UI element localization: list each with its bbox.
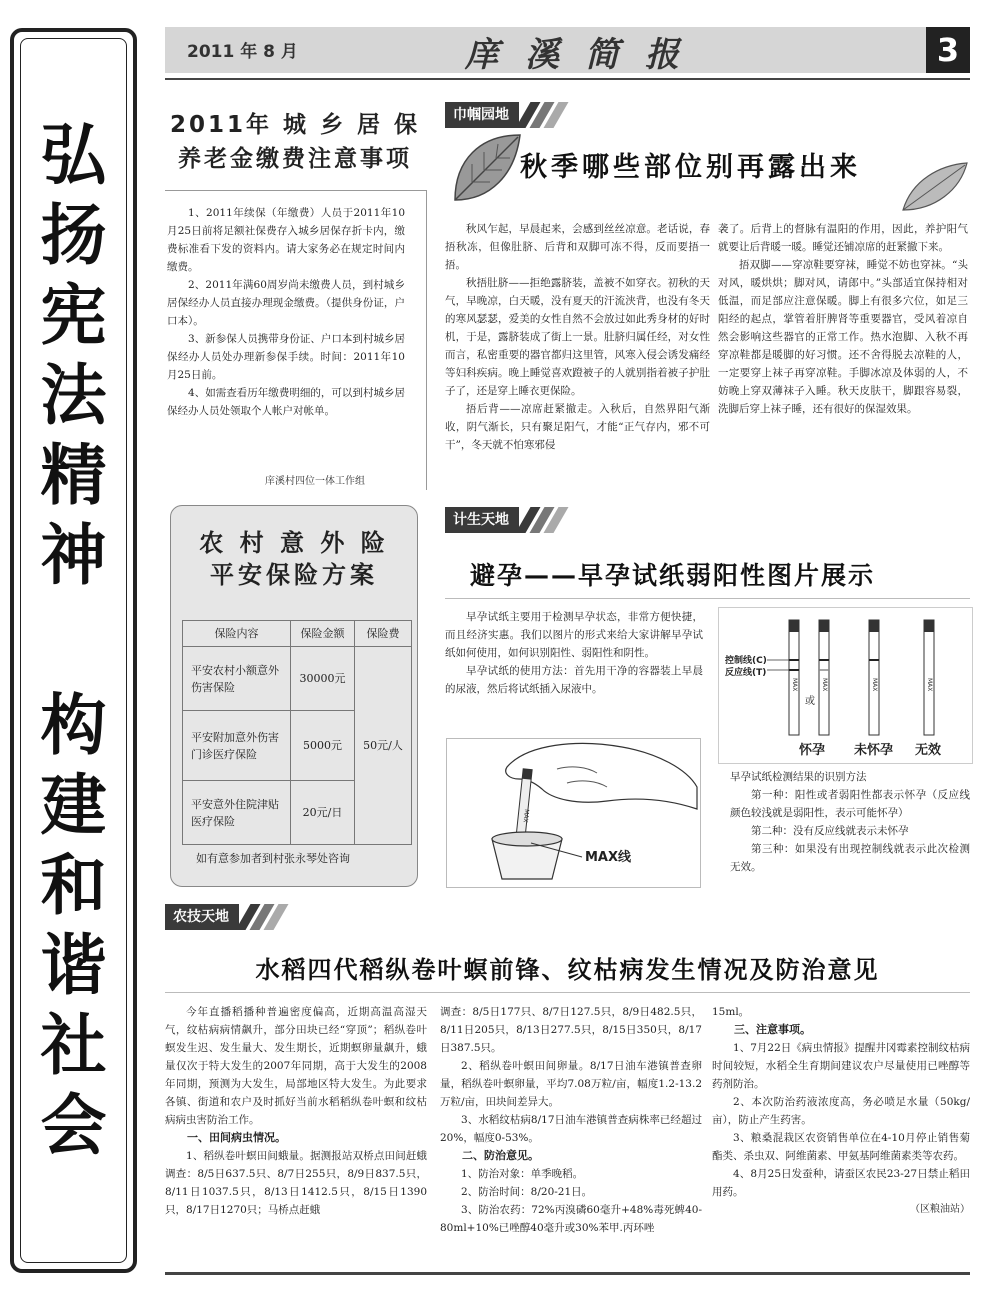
paragraph: 3、新参保人员携带身份证、户口本到村城乡居保经办人员处办理新参保手续。时间：2011年10月25日前。	[167, 333, 405, 381]
test-line-label: 反应线(T)	[725, 668, 767, 678]
subheading: 二、防治意见。	[462, 1149, 539, 1162]
paragraph: 2、稻纵卷叶螟田间卵量。8/17日油车港镇普查卵量，稻纵卷叶螟卵量，平均7.08万粒/亩，幅度1.2-13.2万粒/亩，田块间差异大。	[440, 1060, 702, 1108]
table-row	[183, 647, 412, 711]
paragraph: 第二种：没有反应线就表示未怀孕	[751, 825, 909, 837]
paragraph: 调查：8/5日177只、8/7日127.5只，8/9日482.5只，8/11日205只，8/13日277.5只，8/15日350只，8/17日387.5只。	[440, 1006, 702, 1054]
section-tag-label: 农技天地	[165, 904, 239, 930]
slogan-line-2	[14, 686, 133, 1172]
insurance-content: 平安意外住院津贴医疗保险	[183, 781, 291, 845]
insurance-content: 平安农村小额意外伤害保险	[183, 647, 291, 711]
insurance-content: 平安附加意外伤害门诊医疗保险	[183, 711, 291, 781]
paragraph: 今年直播稻播种普遍密度偏高，近期高温高湿天气，纹枯病病情飙升，部分田块已经“穿顶”；稻纵卷叶螟发生迟、发生量大、发生期长，近期螟卵量飙升，蛾量仅次于特大发生的2007年同期，高于大发生的2008年同期，预测为大发生，局部地区特大发生。为此要求各镇、街道和农户及时抓好当前水稻稻纵卷叶螟和纹枯病病虫害防治工作。	[165, 1006, 427, 1126]
strip-max-text: MAX	[791, 678, 798, 692]
paragraph: 捂双脚——穿凉鞋要穿袜，睡觉不妨也穿袜。“头对风，暖烘烘；脚对风，请郎中。”头部适宜保持相对低温，而足部应注意保暖。脚上有很多穴位，如足三阳经的起点，掌管着肝脾肾等重要器官，受风着凉自然会影响这些器官的正常工作。热水泡脚、入秋不再穿凉鞋都是暖脚的好习惯。还不舍得脱去凉鞋的人，一定要穿上袜子再穿凉鞋。手脚冰凉及体弱的人，不妨晚上穿双薄袜子入睡。秋天皮肤干，脚跟容易裂，洗脚后穿上袜子睡，还有很好的保湿效果。	[718, 259, 968, 415]
test-strip-diagram	[719, 608, 972, 763]
paragraph: 捂后背——凉席赶紧撤走。入秋后，自然界阳气渐收，阴气渐长，只有聚足阳气，才能“正气存内，邪不可干”，冬天就不怕寒邪侵	[445, 403, 710, 451]
column-header: 保险内容	[183, 621, 291, 647]
slogan-char: 构	[40, 686, 107, 764]
paragraph: 早孕试纸的使用方法：首先用干净的容器装上早晨的尿液，然后将试纸插入尿液中。	[445, 665, 703, 695]
column-header: 保险费	[355, 621, 412, 647]
insurance-premium: 50元/人	[355, 647, 412, 845]
test-strip-illustration	[446, 738, 701, 888]
strip-max-text: MAX	[521, 808, 530, 823]
hand-and-cup-icon	[447, 739, 700, 887]
slogan-line-1	[14, 116, 133, 602]
paragraph: 早孕试纸主要用于检测早孕状态，非常方便快捷，而且经济实惠。我们以图片的形式来给大家讲解早孕试纸如何使用，如何识别阳性、弱阳性和阴性。	[445, 611, 703, 659]
subheading: 一、田间病虫情况。	[187, 1131, 286, 1144]
pension-source: 庠溪村四位一体工作组	[265, 476, 365, 487]
autumn-article-column-1	[445, 220, 710, 454]
section-tag-jinguo	[445, 102, 561, 128]
section-tag-jisheng	[445, 507, 561, 533]
slogan-char: 神	[40, 516, 107, 594]
paragraph: 3、防治农药：72%丙溴磷60毫升+48%毒死蜱40-80ml+10%已唑醇40毫升或30%苯甲.丙环唑	[440, 1204, 702, 1234]
section-tag-label: 巾帼园地	[445, 102, 519, 128]
autumn-article-title: 秋季哪些部位别再露出来	[520, 152, 861, 183]
paragraph: 1、稻纵卷叶螟田间蛾量。据测报站双桥点田间赶蛾调查：8/5日637.5只、8/7日255只，8/9日837.5只，8/11日1037.5只，8/13日1412.5只，8/15日1390只，8/17日1270只；马桥点赶蛾	[165, 1150, 427, 1216]
max-line-label: MAX线	[585, 850, 632, 865]
slogan-char: 建	[40, 766, 107, 844]
slogan-char: 和	[40, 846, 107, 924]
paper-name: 庠溪简报	[465, 35, 705, 75]
section-tag-nongji	[165, 904, 281, 930]
rice-article-title: 水稻四代稻纵卷叶螟前锋、纹枯病发生情况及防治意见	[255, 956, 880, 984]
test-strip	[924, 620, 934, 735]
paragraph: 秋风乍起，早晨起来，会感到丝丝凉意。老话说，春捂秋冻，但像肚脐、后背和双脚可冻不得，反而要捂一捂。	[445, 223, 710, 271]
slogan-char: 扬	[40, 196, 107, 274]
paragraph: 袭了。后背上的督脉有温阳的作用，因此，养护阳气就要让后背暖一暖。睡觉还铺凉席的赶紧撤下来。	[718, 223, 968, 253]
test-result-diagram	[718, 607, 973, 764]
slogan-char: 精	[40, 436, 107, 514]
paragraph: 4、8月25日发蚕种，请蚕区农民23-27日禁止稻田用药。	[712, 1168, 970, 1198]
rice-article-column-3	[712, 1003, 970, 1219]
paragraph: 4、如需查看历年缴费明细的，可以到村城乡居保经办人员处领取个人帐户对帐单。	[167, 387, 405, 417]
slogan-char: 法	[40, 356, 107, 434]
pregnancy-article-title: 避孕——早孕试纸弱阳性图片展示	[470, 561, 876, 590]
strip-max-text: MAX	[871, 678, 878, 692]
slogan-char: 会	[40, 1086, 107, 1164]
insurance-note: 如有意参加者到村张永琴处咨询	[196, 852, 350, 865]
paragraph: 2、本次防治药液浓度高，务必喷足水量（50kg/亩），防止产生药害。	[712, 1096, 970, 1126]
slogan-frame	[10, 28, 137, 1273]
title-rule	[445, 598, 970, 599]
leaf-icon	[450, 130, 525, 205]
page-header	[165, 27, 970, 73]
result-label-not-pregnant: 未怀孕	[854, 743, 894, 758]
paragraph: 第一种：阳性或者弱阳性都表示怀孕（反应线颜色较浅就是弱阳性，表示可能怀孕）	[730, 789, 970, 819]
test-strip	[789, 620, 799, 735]
paragraph: 3、水稻纹枯病8/17日油车港镇普查病株率已经超过20%，幅度0-53%。	[440, 1114, 702, 1144]
issue-date: 2011 年 8 月	[187, 42, 298, 62]
pension-article-body	[167, 204, 405, 420]
table-header-row	[183, 621, 412, 647]
header-rule	[165, 78, 970, 80]
rice-article-column-1	[165, 1003, 427, 1219]
slogan-char: 弘	[40, 116, 107, 194]
result-label-pregnant: 怀孕	[799, 743, 826, 758]
pension-article-title	[165, 108, 425, 176]
section-tag-label: 计生天地	[445, 507, 519, 533]
paragraph: 1、2011年续保（年缴费）人员于2011年10月25日前将足额社保费存入城乡居保存折卡内，缴费标准看下发的资料内。请大家务必在规定时间内缴费。	[167, 207, 405, 273]
insurance-amount: 5000元	[291, 711, 355, 781]
insurance-title-line1: 农 村 意 外 险	[199, 529, 389, 557]
strip-max-text: MAX	[926, 678, 933, 692]
control-line-label: 控制线(C)	[725, 656, 767, 666]
insurance-title-line2: 平安保险方案	[210, 561, 378, 589]
page-number: 3	[926, 27, 970, 73]
result-label-invalid: 无效	[915, 743, 942, 758]
column-header: 保险金额	[291, 621, 355, 647]
paragraph: 15ml。	[712, 1006, 750, 1018]
test-strip	[819, 620, 829, 735]
paragraph: 秋捂肚脐——拒绝露脐装，盖被不如穿衣。初秋的天气，早晚凉，白天暖，没有夏天的汗流浃背，也没有冬天的寒风瑟瑟，爱美的女性自然不会放过如此秀身材的好时机，于是，露脐装成了街上一景。肚脐归属任经，对女性而言，私密重要的器官都归这里管，风寒入侵会诱发痛经等妇科疾病。晚上睡觉喜欢蹬被子的人就别指着被子护肚子了，还是穿上睡衣更保险。	[445, 277, 710, 397]
pension-title-line2: 养老金缴费注意事项	[178, 146, 412, 172]
slogan-char: 宪	[40, 276, 107, 354]
rice-article-source: （区粮油站）	[910, 1204, 970, 1215]
insurance-table	[182, 620, 412, 845]
slogan-char: 社	[40, 1006, 107, 1084]
paragraph: 2、2011年满60周岁尚未缴费人员，到村城乡居保经办人员直接办理现金缴费。（提供身份证，户口本）。	[167, 279, 405, 327]
leaf-icon	[900, 160, 970, 215]
insurance-title	[170, 527, 418, 591]
slogan-char: 谐	[40, 926, 107, 1004]
subheading: 三、注意事项。	[734, 1023, 811, 1036]
pregnancy-result-guide	[730, 768, 970, 876]
title-rule	[165, 992, 970, 993]
or-label: 或	[805, 696, 815, 707]
footer-rule	[165, 1272, 970, 1275]
result-guide-title: 早孕试纸检测结果的识别方法	[730, 771, 867, 783]
pension-title-line1: 2011年 城 乡 居 保	[169, 112, 421, 138]
pregnancy-intro	[445, 608, 703, 698]
insurance-amount: 30000元	[291, 647, 355, 711]
strip-max-text: MAX	[821, 678, 828, 692]
insurance-amount: 20元/日	[291, 781, 355, 845]
paragraph: 第三种：如果没有出现控制线就表示此次检测无效。	[730, 843, 970, 873]
paragraph: 3、粮桑混栽区农资销售单位在4-10月停止销售菊酯类、杀虫双、阿维菌素、甲氨基阿维菌素类等农药。	[712, 1132, 970, 1162]
paragraph: 1、防治对象：单季晚稻。	[461, 1168, 584, 1180]
test-strip	[869, 620, 879, 735]
autumn-article-column-2	[718, 220, 968, 418]
rice-article-column-2	[440, 1003, 702, 1237]
paragraph: 2、防治时间：8/20-21日。	[461, 1186, 593, 1198]
paragraph: 1、7月22日《病虫情报》提醒井冈霉素控制纹枯病时间较短，水稻全生育期间建议农户尽量使用已唑醇等药剂防治。	[712, 1042, 970, 1090]
